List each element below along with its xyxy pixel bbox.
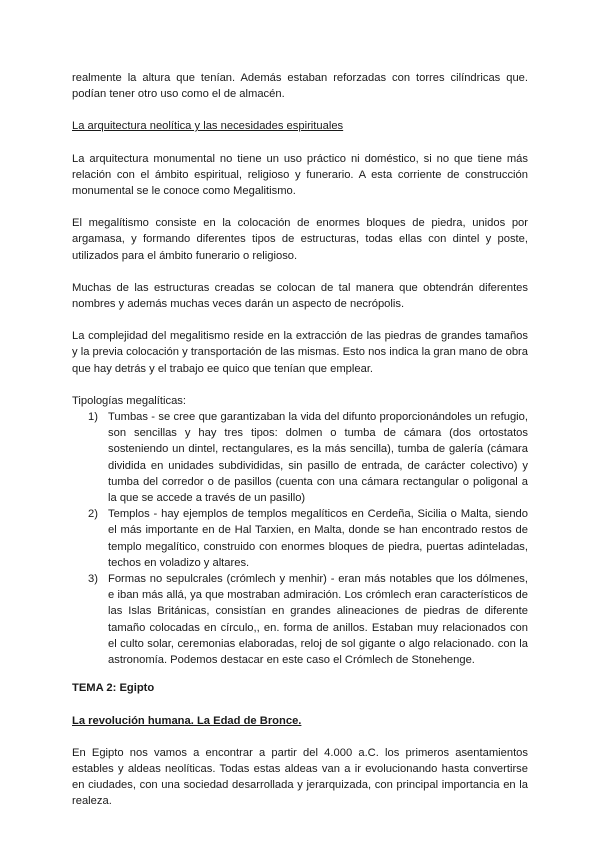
list-item-number: 3) <box>88 573 98 586</box>
topic-heading: TEMA 2: Egipto <box>72 682 155 695</box>
document-body <box>72 70 528 810</box>
paragraph-megalitismo: El megalítismo consiste en la colocación de enormes bloques de piedra, unidos por argamasa, y formando diferentes tipos de estructuras, todas ellas con dintel y poste, utilizados para el ámbito funerario o religioso. <box>72 217 528 262</box>
paragraph-estructuras: Muchas de las estructuras creadas se colocan de tal manera que obtendrán diferentes nombres y además muchas veces darán un aspecto de necrópolis. <box>72 281 528 311</box>
closing-paragraph: En Egipto nos vamos a encontrar a partir del 4.000 a.C. los primeros asentamientos estables y aldeas neolíticas. Todas estas aldeas van a ir evolucionando hasta convertirse en ciudades, con una sociedad desarrollada y jerarquizada, con principal importancia en la realeza. <box>72 746 528 808</box>
typologies-label: Tipologías megalíticas: <box>72 394 186 407</box>
list-item-number: 2) <box>88 508 98 521</box>
section-heading: La arquitectura neolítica y las necesidades espirituales <box>72 120 344 133</box>
list-item-number: 1) <box>88 411 98 424</box>
list-item <box>72 571 528 668</box>
intro-paragraph: realmente la altura que tenían. Además estaban reforzadas con torres cilíndricas que. podían tener otro uso como el de almacén. <box>72 72 528 101</box>
list-item <box>72 409 528 506</box>
typologies-list <box>72 409 528 668</box>
list-item <box>72 506 528 571</box>
list-item-text: Formas no sepulcrales (crómlech y menhir) - eran más notables que los dólmenes, e iban más allá, ya que mostraban admiración. Los crómlech eran característicos de las Islas Británicas, consistían en grandes alineaciones de piedras de diferente tamaño colocadas en círculo,, en. forma de anillos. Estaban muy relacionados con el culto solar, ceremonias elaboradas, reloj de sol gigante o algo relacionado. con la astronomía. Podemos destacar en este caso el Crómlech de Stonehenge. <box>108 573 528 667</box>
list-item-text: Templos - hay ejemplos de templos megalíticos en Cerdeña, Sicilia o Malta, siendo el más importante en de Hal Tarxien, en Malta, donde se han encontrado restos de templo megalítico, construido con enormes bloques de piedra, puertas adinteladas, techos en voladizo y altares. <box>108 508 528 569</box>
paragraph-complejidad: La complejidad del megalitismo reside en la extracción de las piedras de grandes tamaños y la previa colocación y transportación de las mismas. Esto nos indica la gran mano de obra que hay detrás y el trabajo ee quico que tenían que emplear. <box>72 330 528 375</box>
paragraph-monumental: La arquitectura monumental no tiene un uso práctico ni doméstico, si no que tiene más relación con el ámbito espiritual, religioso y funerario. A esta corriente de construcción monumental se le conoce como Megalitismo. <box>72 152 528 198</box>
subsection-heading: La revolución humana. La Edad de Bronce. <box>72 714 302 727</box>
list-item-text: Tumbas - se cree que garantizaban la vida del difunto proporcionándoles un refugio, son sencillas y hay tres tipos: dolmen o tumba de cámara (dos ortostatos sosteniendo un dintel, rectangulares, es la más sencilla), tumba de galería (cámara dividida en unidades subdivididas, sin pasillo de entrada, de carácter colectivo) y tumba del corredor o de pasillos (cuenta con una cámara rectangular o poligonal a la que se accede a través de un pasillo) <box>108 411 528 505</box>
